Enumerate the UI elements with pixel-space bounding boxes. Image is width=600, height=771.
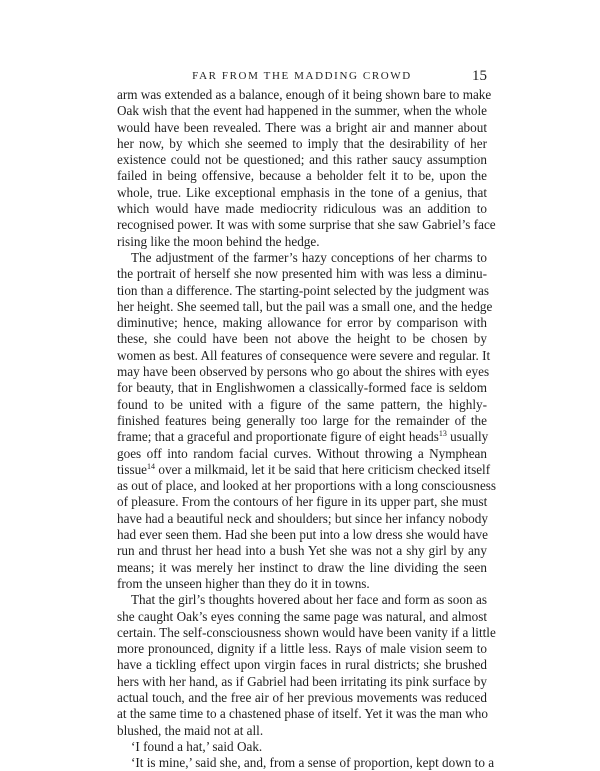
- running-title: FAR FROM THE MADDING CROWD: [192, 70, 412, 82]
- text-line: ‘I found a hat,’ said Oak.: [131, 738, 263, 754]
- text-line: arm was extended as a balance, enough of it being shown bare to make: [117, 87, 492, 102]
- text-line: her height. She seemed tall, but the pail was a small one, and the hedge: [117, 298, 493, 314]
- text-line: more pronounced, dignity if a little less. Rays of male vision seem to: [117, 641, 487, 657]
- text-line: had ever seen them. Had she been put into a low dress she would have: [117, 527, 488, 543]
- text-line: the portrait of herself she now presented him with was less a diminu-: [117, 266, 487, 282]
- text-line: means; it was merely her instinct to draw the line dividing the seen: [117, 559, 487, 575]
- text-line: of pleasure. From the contours of her figure in its upper part, she must: [117, 494, 488, 510]
- footnote-marker[interactable]: 14: [147, 461, 156, 471]
- text-line: The adjustment of the farmer’s hazy conceptions of her charms to: [131, 249, 487, 265]
- text-line: tissue$^{14}$ over a milkmaid, let it be said that here criticism checked itself: [117, 461, 491, 477]
- text-line: she caught Oak’s eyes conning the same page was natural, and almost: [117, 608, 487, 624]
- paragraph: [117, 87, 496, 250]
- text-line: her now, by which she seemed to imply that the desirability of her: [117, 135, 487, 151]
- text-line: ‘It is mine,’ said she, and, from a sense of proportion, kept down to a: [131, 755, 495, 771]
- text-line: these, she could have been not above the height to be chosen by: [117, 331, 487, 347]
- footnote-marker[interactable]: 13: [438, 429, 447, 439]
- text-line: have a tickling effect upon virgin faces in rural districts; she brushed: [117, 657, 487, 673]
- text-line: hers with her hand, as if Gabriel had been irritating its pink surface by: [117, 673, 487, 689]
- text-line: blushed, the maid not at all.: [117, 722, 264, 738]
- text-line: may have been observed by persons who go about the shires with eyes: [117, 364, 490, 380]
- paragraph: [117, 755, 495, 771]
- text-line: have had a beautiful neck and shoulders; but since her infancy nobody: [117, 510, 488, 526]
- text-line: as out of place, and looked at her proportions with a long consciousness: [117, 478, 497, 494]
- text-line: women as best. All features of consequence were severe and regular. It: [117, 347, 491, 363]
- text-line: which would have made mediocrity ridiculous was an addition to: [117, 201, 487, 217]
- text-line: whole, true. Like exceptional emphasis in the tone of a genius, that: [117, 184, 487, 200]
- text-line: from the unseen higher than they do it in towns.: [117, 575, 370, 591]
- text-line: found to be united with a figure of the same pattern, the highly-: [117, 396, 487, 412]
- text-line: rising like the moon behind the hedge.: [117, 233, 320, 249]
- text-line: at the same time to a chastened phase of itself. Yet it was the man who: [117, 706, 488, 722]
- text-line: actual touch, and the free air of her previous movements was reduced: [117, 689, 487, 705]
- paragraph: [117, 739, 487, 755]
- text-line: finished features being generally too large for the remainder of the: [117, 412, 487, 428]
- paragraph: [117, 592, 496, 739]
- text-line: certain. The self-consciousness shown would have been vanity if a little: [117, 624, 496, 640]
- text-line: frame; that a graceful and proportionate figure of eight heads$^{13}$ usually: [117, 429, 489, 445]
- text-line: would have been revealed. There was a bright air and manner about: [117, 119, 487, 135]
- text-line: Oak wish that the event had happened in the summer, when the whole: [117, 103, 487, 119]
- text-line: existence could not be questioned; and this rather saucy assumption: [117, 152, 487, 168]
- text-line: for beauty, that in Englishwomen a classically-formed face is seldom: [117, 380, 487, 396]
- text-line: failed in being offensive, because a beholder felt it to be, upon the: [117, 168, 487, 184]
- text-line: recognised power. It was with some surprise that she saw Gabriel’s face: [117, 217, 496, 233]
- text-line: diminutive; hence, making allowance for error by comparison with: [117, 315, 487, 331]
- text-line: goes off into random facial curves. Without throwing a Nymphean: [117, 445, 487, 461]
- text-line: run and thrust her head into a bush Yet she was not a shy girl by any: [117, 543, 487, 559]
- paragraph: [117, 249, 497, 592]
- page-number: 15: [472, 68, 487, 84]
- text-line: tion than a difference. The starting-point selected by the judgment was: [117, 282, 489, 298]
- text-line: That the girl’s thoughts hovered about her face and form as soon as: [131, 592, 487, 608]
- running-head: [117, 70, 487, 86]
- body-text: [117, 87, 497, 771]
